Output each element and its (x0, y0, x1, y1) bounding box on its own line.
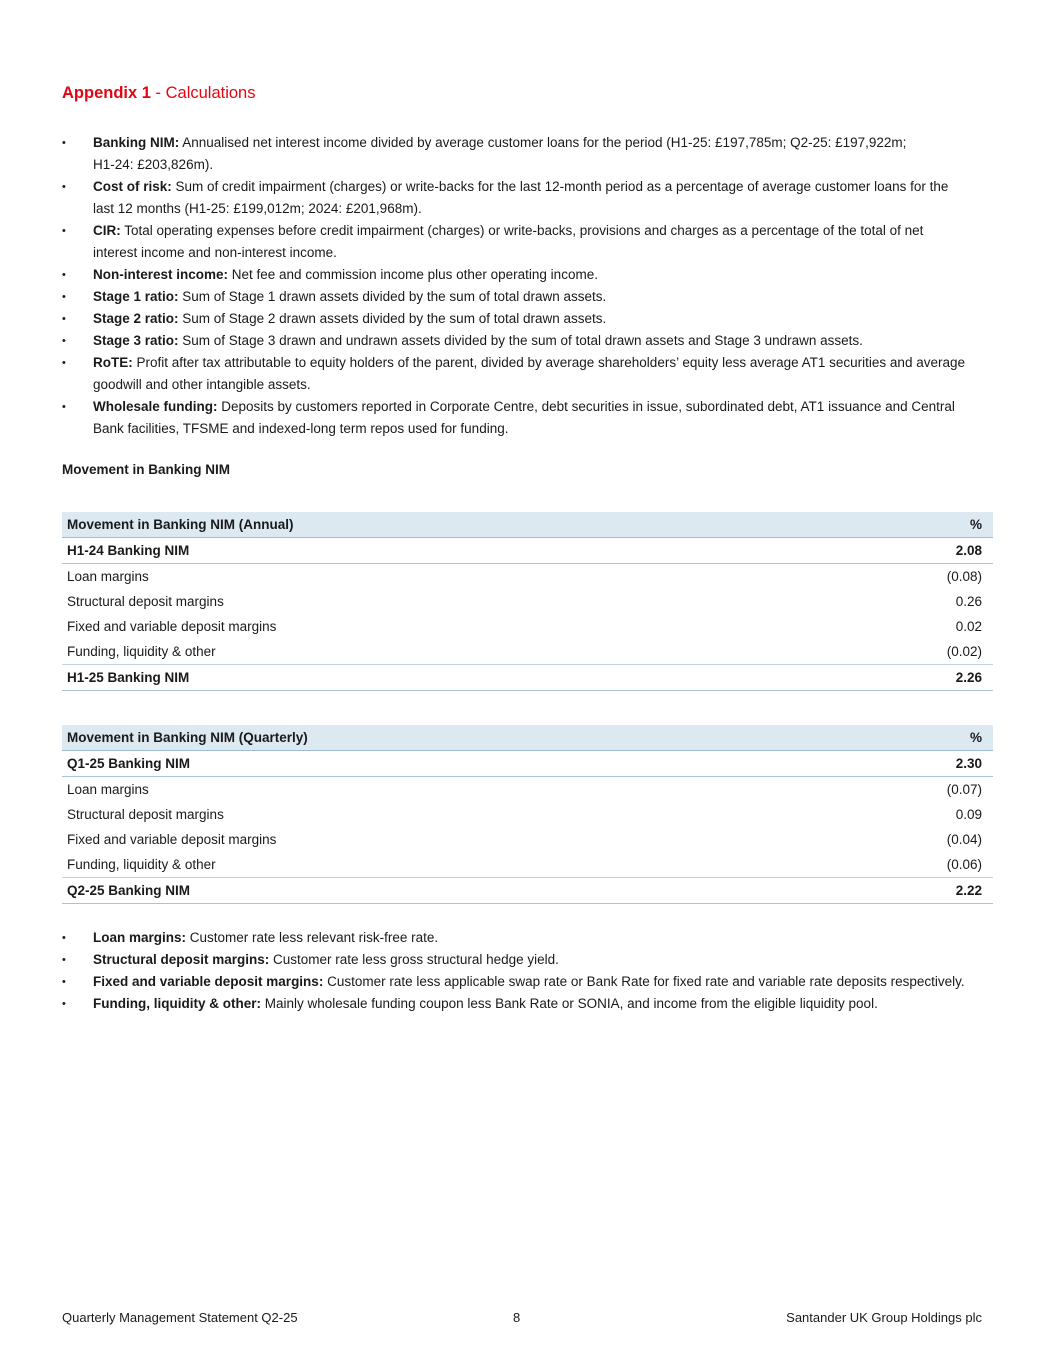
section-subheading: Movement in Banking NIM (62, 462, 231, 477)
row-label: Loan margins (67, 569, 149, 584)
definition-text: Annualised net interest income divided by average customer loans for the period (H1-25: £197,785m; Q2-25: £197,922m; (179, 135, 907, 150)
footer-page-number: 8 (513, 1310, 521, 1325)
note-item (62, 949, 992, 971)
row-label: Fixed and variable deposit margins (67, 832, 277, 847)
definition-item (62, 352, 992, 396)
definition-term: Stage 3 ratio: (93, 333, 179, 348)
definition-term: Non-interest income: (93, 267, 229, 282)
table-row (62, 564, 993, 590)
row-label: Funding, liquidity & other (62, 639, 830, 665)
note-text: Mainly wholesale funding coupon less Bank Rate or SONIA, and income from the eligible liquidity pool. (260, 996, 878, 1011)
definition-text-cont: H1-24: £203,826m). (93, 157, 214, 172)
definition-item (62, 264, 992, 286)
definition-term: Stage 2 ratio: (93, 311, 179, 326)
row-label: Q1-25 Banking NIM (62, 751, 838, 777)
definition-term: Banking NIM: (93, 135, 180, 150)
definition-text-cont: interest income and non-interest income. (93, 245, 337, 260)
definition-text: Net fee and commission income plus other operating income. (228, 267, 598, 282)
note-item (62, 927, 992, 949)
note-term: Structural deposit margins: (93, 952, 270, 967)
bullet: • (62, 313, 66, 325)
note-term: Fixed and variable deposit margins: (93, 974, 324, 989)
table-row (62, 827, 993, 852)
bullet: • (62, 401, 66, 413)
bullet: • (62, 357, 66, 369)
row-label: H1-25 Banking NIM (62, 665, 830, 691)
definition-item (62, 286, 992, 308)
table-header-unit: % (830, 512, 993, 538)
definition-term: Wholesale funding: (93, 399, 218, 414)
definition-item (62, 396, 992, 440)
heading-rest: - Calculations (150, 84, 256, 102)
definition-term: RoTE: (93, 355, 133, 370)
definition-item (62, 220, 992, 264)
row-value: 0.02 (955, 619, 982, 634)
table-header-label: Movement in Banking NIM (Annual) (62, 512, 830, 538)
table-row (62, 589, 993, 614)
row-label: Structural deposit margins (67, 807, 224, 822)
row-value: 0.09 (955, 807, 982, 822)
definition-text: Sum of Stage 2 drawn assets divided by the sum of total drawn assets. (178, 311, 607, 326)
row-value: 2.30 (838, 751, 993, 777)
row-value: 2.08 (830, 538, 993, 564)
row-label: Funding, liquidity & other (62, 852, 838, 878)
definition-item (62, 308, 992, 330)
note-text: Customer rate less relevant risk-free rate. (186, 930, 439, 945)
bullet: • (62, 181, 66, 193)
bullet: • (62, 932, 66, 944)
annual-nim-table (62, 512, 993, 691)
definition-text: Profit after tax attributable to equity holders of the parent, divided by average shareholders’ equity less average AT1 securities and average (132, 355, 965, 370)
row-label: Loan margins (67, 782, 149, 797)
definition-term: CIR: (93, 223, 121, 238)
definition-text-cont: last 12 months (H1-25: £199,012m; 2024: £201,968m). (93, 201, 422, 216)
note-text: Customer rate less gross structural hedge yield. (269, 952, 559, 967)
bullet: • (62, 976, 66, 988)
bullet: • (62, 954, 66, 966)
row-label: Q2-25 Banking NIM (62, 878, 838, 904)
bullet: • (62, 137, 66, 149)
notes-list (62, 927, 992, 1015)
table-header-row (62, 512, 993, 538)
note-item (62, 971, 992, 993)
table-row (62, 852, 993, 878)
row-value: (0.07) (946, 782, 982, 797)
bullet: • (62, 225, 66, 237)
bullet: • (62, 291, 66, 303)
definition-text: Deposits by customers reported in Corporate Centre, debt securities in issue, subordinated debt, AT1 issuance and Central (217, 399, 955, 414)
row-label: Fixed and variable deposit margins (67, 619, 277, 634)
definition-item (62, 176, 992, 220)
definition-text: Sum of Stage 3 drawn and undrawn assets divided by the sum of total drawn assets and Stage 3 undrawn assets. (178, 333, 863, 348)
bullet: • (62, 335, 66, 347)
table-row (62, 878, 993, 904)
row-label: H1-24 Banking NIM (62, 538, 830, 564)
definition-item (62, 330, 992, 352)
definitions-list (62, 132, 992, 440)
bullet: • (62, 269, 66, 281)
table-row (62, 614, 993, 639)
row-value: (0.04) (946, 832, 982, 847)
row-value: (0.06) (838, 852, 993, 878)
table-header-label: Movement in Banking NIM (Quarterly) (62, 725, 838, 751)
definition-text: Sum of Stage 1 drawn assets divided by the sum of total drawn assets. (178, 289, 607, 304)
table-row (62, 802, 993, 827)
definition-term: Cost of risk: (93, 179, 172, 194)
row-label: Structural deposit margins (67, 594, 224, 609)
quarterly-nim-table (62, 725, 993, 904)
page-heading (62, 84, 255, 103)
row-value: 0.26 (955, 594, 982, 609)
table-row (62, 665, 993, 691)
footer-document-title: Quarterly Management Statement Q2-25 (62, 1310, 298, 1325)
table-header-row (62, 725, 993, 751)
row-value: 2.22 (838, 878, 993, 904)
definition-text-cont: goodwill and other intangible assets. (93, 377, 311, 392)
note-text: Customer rate less applicable swap rate or Bank Rate for fixed rate and variable rate deposits respectively. (323, 974, 965, 989)
footer-company-name: Santander UK Group Holdings plc (786, 1310, 982, 1325)
heading-bold: Appendix 1 (62, 84, 151, 102)
table-row (62, 751, 993, 777)
note-term: Funding, liquidity & other: (93, 996, 261, 1011)
row-value: 2.26 (830, 665, 993, 691)
definition-text-cont: Bank facilities, TFSME and indexed-long term repos used for funding. (93, 421, 509, 436)
table-row (62, 538, 993, 564)
table-header-unit: % (838, 725, 993, 751)
row-value: (0.02) (830, 639, 993, 665)
row-value: (0.08) (946, 569, 982, 584)
table-row (62, 639, 993, 665)
definition-text: Total operating expenses before credit impairment (charges) or write-backs, provisions and charges as a percentage of the total of net (120, 223, 924, 238)
table-row (62, 777, 993, 803)
note-term: Loan margins: (93, 930, 187, 945)
definition-text: Sum of credit impairment (charges) or write-backs for the last 12-month period as a percentage of average customer loans for the (171, 179, 949, 194)
definition-item (62, 132, 992, 176)
note-item (62, 993, 992, 1015)
definition-term: Stage 1 ratio: (93, 289, 179, 304)
bullet: • (62, 998, 66, 1010)
